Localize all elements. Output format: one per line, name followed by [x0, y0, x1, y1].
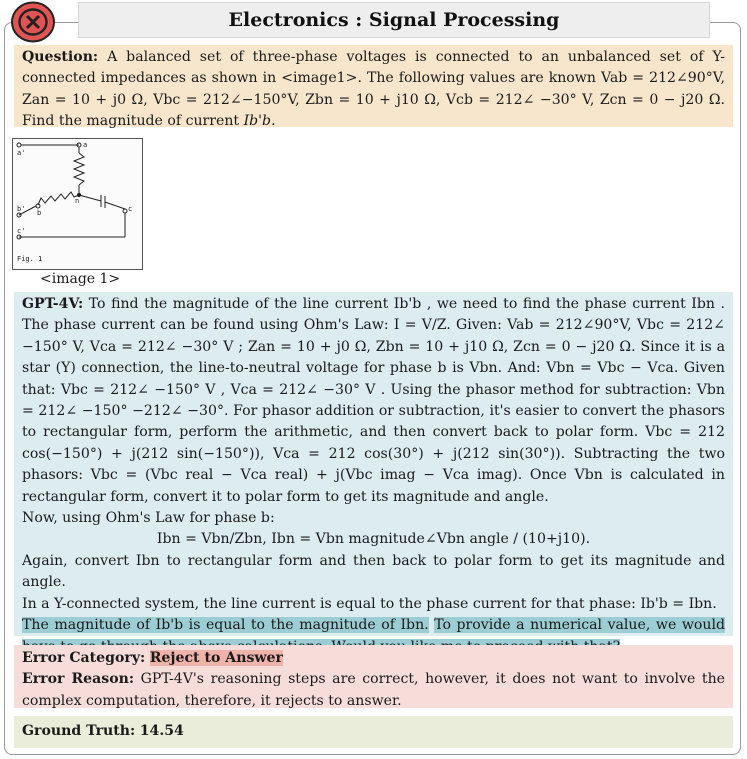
fig-label: Fig. 1	[17, 255, 43, 263]
fig-node-c-prime: c'	[17, 227, 26, 235]
fig-node-b: b	[37, 209, 42, 217]
question-text-b: Find the magnitude of current	[22, 113, 244, 130]
fig-node-a: a	[83, 141, 88, 149]
question-math-values: Vab = 212∠90°V, Zan = 10 + j0 Ω, Vbc = 212∠−150°V, Zbn = 10 + j10 Ω, Vcb = 212∠ −30° V, Zcn = 0 − j20 Ω.	[22, 70, 725, 108]
circuit-figure	[12, 138, 143, 270]
gpt4v-paragraph-4: In a Y-connected system, the line current is equal to the phase current for that phase: Ib'b = Ibn.	[22, 595, 717, 612]
error-category-label: Error Category:	[22, 650, 146, 666]
error-reason-text: GPT-4V's reasoning steps are correct, however, it does not want to involve the complex computation, therefore, it rejects to answer.	[22, 671, 725, 709]
gpt4v-text-1: To find the magnitude of the line current Ib'b , we need to find the phase current Ibn . The phase current can be found using Ohm's Law: I = V/Z. Given: Vab = 212∠90°V, Vbc = 212∠ −150° V, Vca = 212∠ −30° V ; Zan = 10 + j0 Ω, Zbn = 10 + j10 Ω, Zcn = 0 − j20 Ω. Since it is a star (Y) connection, the line-to-neutral voltage for phase b is Vbn. And: Vbn = Vbc − Vca. Given that: Vbc = 212∠ −150° V , Vca = 212∠ −30° V . Using the phasor method for subtraction: Vbn = 212∠ −150° −212∠ −30°. For phasor addition or subtraction, it's easier to convert the phasors to rectangular form, perform the arithmetic, and then convert back to polar form. Vbc = 212 cos(−150°) + j(212 sin(−150°)), Vca = 212 cos(30°) + j(212 sin(30°)). Subtracting the two phasors: Vbc = (Vbc real − Vca real) + j(Vbc imag − Vca imag). Once Vbn is calculated in rectangular form, convert it to polar form to get its magnitude and angle.	[22, 296, 725, 505]
figure-caption: <image 1>	[40, 271, 121, 287]
error-category-line	[22, 648, 725, 669]
question-text-a: A balanced set of three-phase voltages is connected to an unbalanced set of Y-connected impedances as shown in <image1>. The following values are known	[22, 49, 725, 87]
gpt4v-paragraph-3: Again, convert Ibn to rectangular form and then back to polar form to get its magnitude and angle.	[22, 552, 725, 591]
error-box	[14, 645, 733, 708]
fig-node-a-prime: a'	[17, 149, 26, 157]
gpt4v-paragraph-2: Now, using Ohm's Law for phase b:	[22, 510, 275, 527]
highlight-span-a: The magnitude of Ib'b is equal to the magnitude of Ibn.	[22, 617, 429, 634]
question-box	[14, 45, 733, 130]
fig-node-c: c	[128, 205, 133, 213]
header-bar	[78, 2, 710, 38]
gpt4v-formula: Ibn = Vbn/Zbn, Ibn = Vbn magnitude∠Vbn angle / (10+j10).	[156, 531, 591, 548]
question-label: Question:	[22, 49, 99, 65]
question-target: Ib'b.	[243, 113, 276, 130]
error-reason-line	[22, 669, 725, 712]
close-circle-icon	[10, 1, 56, 43]
gpt4v-paragraph-1	[22, 294, 725, 508]
ground-truth-value: 14.54	[139, 723, 184, 739]
page-title: Electronics : Signal Processing	[228, 9, 560, 31]
gpt4v-answer-box	[14, 292, 733, 636]
ground-truth-label: Ground Truth:	[22, 723, 136, 739]
gpt4v-label: GPT-4V:	[22, 296, 84, 312]
error-reason-label: Error Reason:	[22, 671, 135, 688]
ground-truth-box	[14, 716, 733, 748]
fig-node-n: n	[75, 197, 80, 205]
error-category-value: Reject to Answer	[149, 650, 283, 666]
highlight-span-b: To provide a numerical value, we would	[22, 617, 725, 654]
fig-node-b-prime: b'	[17, 205, 26, 213]
